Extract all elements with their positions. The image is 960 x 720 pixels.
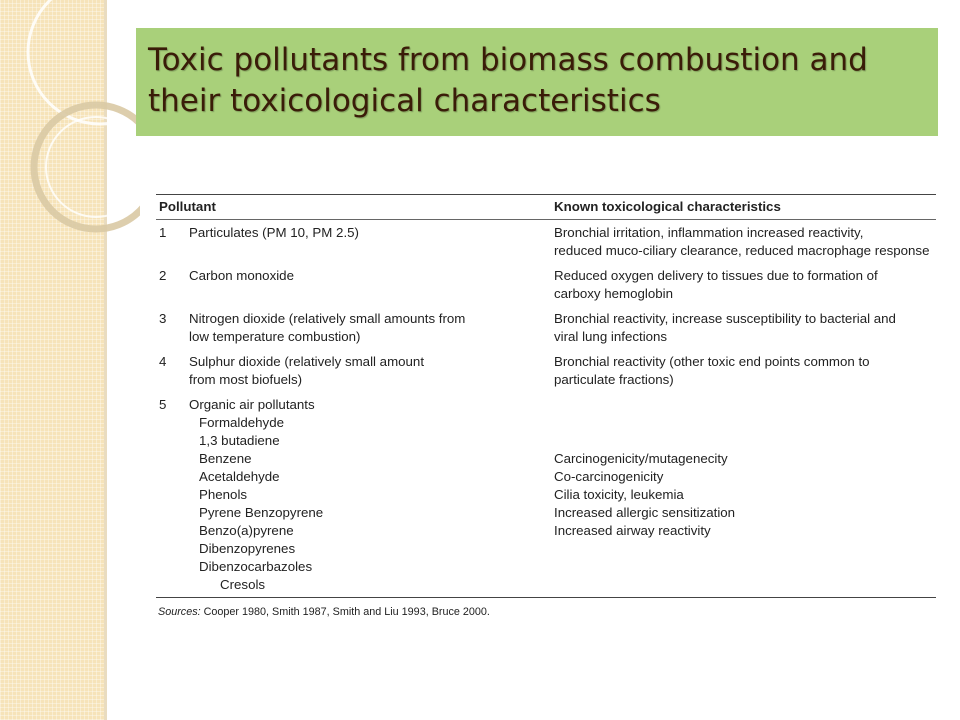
- decorative-circles: [0, 0, 140, 260]
- organic-characteristic: Cilia toxicity, leukemia: [554, 487, 684, 502]
- row-number: 3: [159, 311, 167, 326]
- organic-characteristic: [554, 414, 936, 432]
- row-pollutant: [189, 310, 554, 346]
- organic-name: Pyrene Benzopyrene: [199, 505, 324, 520]
- title-banner: [136, 28, 938, 136]
- organic-characteristic: Increased allergic sensitization: [554, 505, 736, 520]
- row-characteristics: [554, 267, 936, 303]
- row-pollutant: [189, 224, 554, 260]
- organic-pollutant-row: [156, 468, 936, 486]
- characteristic-line: Bronchial reactivity (other toxic end points common to: [554, 354, 870, 369]
- organic-name: 1,3 butadiene: [199, 433, 280, 448]
- organic-name: Phenols: [199, 487, 248, 502]
- pollutant-line: Carbon monoxide: [189, 268, 294, 283]
- row-number: 4: [159, 354, 167, 369]
- organic-pollutant-row: [156, 558, 936, 576]
- organic-characteristic: Co-carcinogenicity: [554, 469, 664, 484]
- characteristic-line: viral lung infections: [554, 329, 668, 344]
- header-characteristics: Known toxicological characteristics: [554, 199, 781, 214]
- header-pollutant: Pollutant: [159, 199, 216, 214]
- characteristic-line: particulate fractions): [554, 372, 674, 387]
- table-body: [156, 220, 936, 597]
- table-sources-note: [156, 598, 936, 621]
- row-pollutant: [189, 396, 554, 414]
- characteristic-line: Reduced oxygen delivery to tissues due to formation of: [554, 268, 878, 283]
- row-number: 1: [159, 225, 167, 240]
- organic-pollutant-row: [156, 414, 936, 432]
- organic-pollutant-row: [156, 450, 936, 468]
- table-row: [156, 310, 936, 346]
- pollutant-line: Particulates (PM 10, PM 2.5): [189, 225, 359, 240]
- slide-title-line-1: Toxic pollutants from biomass combustion and: [148, 42, 868, 78]
- organic-pollutant-row: [156, 522, 936, 540]
- characteristic-line: Bronchial irritation, inflammation increased reactivity,: [554, 225, 864, 240]
- pollutant-line: low temperature combustion): [189, 329, 361, 344]
- row-number: 5: [159, 397, 167, 412]
- organic-pollutant-row: [156, 486, 936, 504]
- organic-name: Dibenzocarbazoles: [199, 559, 313, 574]
- pollutant-line: Organic air pollutants: [189, 397, 315, 412]
- organic-pollutant-row: [156, 576, 936, 594]
- characteristic-line: reduced muco-ciliary clearance, reduced macrophage response: [554, 243, 930, 258]
- sources-label: Sources:: [158, 606, 201, 618]
- organic-name: Benzo(a)pyrene: [199, 523, 294, 538]
- row-characteristics: [554, 310, 936, 346]
- row-characteristics: [554, 224, 936, 260]
- slide-title-line-2: their toxicological characteristics: [148, 83, 661, 119]
- organic-characteristic: [554, 540, 936, 558]
- organic-name: Benzene: [199, 451, 252, 466]
- organic-name: Acetaldehyde: [199, 469, 280, 484]
- row-pollutant: [189, 267, 554, 303]
- table-row: [156, 396, 936, 414]
- table-row: [156, 353, 936, 389]
- sources-text: Cooper 1980, Smith 1987, Smith and Liu 1993, Bruce 2000.: [200, 606, 490, 618]
- table-row: [156, 267, 936, 303]
- slide-title: [148, 40, 924, 122]
- pollutant-line: from most biofuels): [189, 372, 303, 387]
- table-header-row: [156, 195, 936, 219]
- organic-name: Dibenzopyrenes: [199, 541, 296, 556]
- organic-characteristic: Carcinogenicity/mutagenecity: [554, 451, 728, 466]
- characteristic-line: carboxy hemoglobin: [554, 286, 674, 301]
- organic-name: Cresols: [220, 577, 266, 592]
- characteristic-line: Bronchial reactivity, increase susceptibility to bacterial and: [554, 311, 896, 326]
- row-characteristics: [554, 396, 936, 414]
- row-number: 2: [159, 268, 167, 283]
- organic-pollutant-row: [156, 540, 936, 558]
- organic-characteristic: Increased airway reactivity: [554, 523, 711, 538]
- organic-pollutant-row: [156, 504, 936, 522]
- pollutant-line: Sulphur dioxide (relatively small amount: [189, 354, 425, 369]
- organic-characteristic: [554, 576, 936, 594]
- pollutant-table: [156, 194, 936, 621]
- row-characteristics: [554, 353, 936, 389]
- row-pollutant: [189, 353, 554, 389]
- table-row: [156, 224, 936, 260]
- organic-characteristic: [554, 432, 936, 450]
- organic-pollutant-row: [156, 432, 936, 450]
- organic-name: Formaldehyde: [199, 415, 284, 430]
- pollutant-line: Nitrogen dioxide (relatively small amounts from: [189, 311, 466, 326]
- organic-characteristic: [554, 558, 936, 576]
